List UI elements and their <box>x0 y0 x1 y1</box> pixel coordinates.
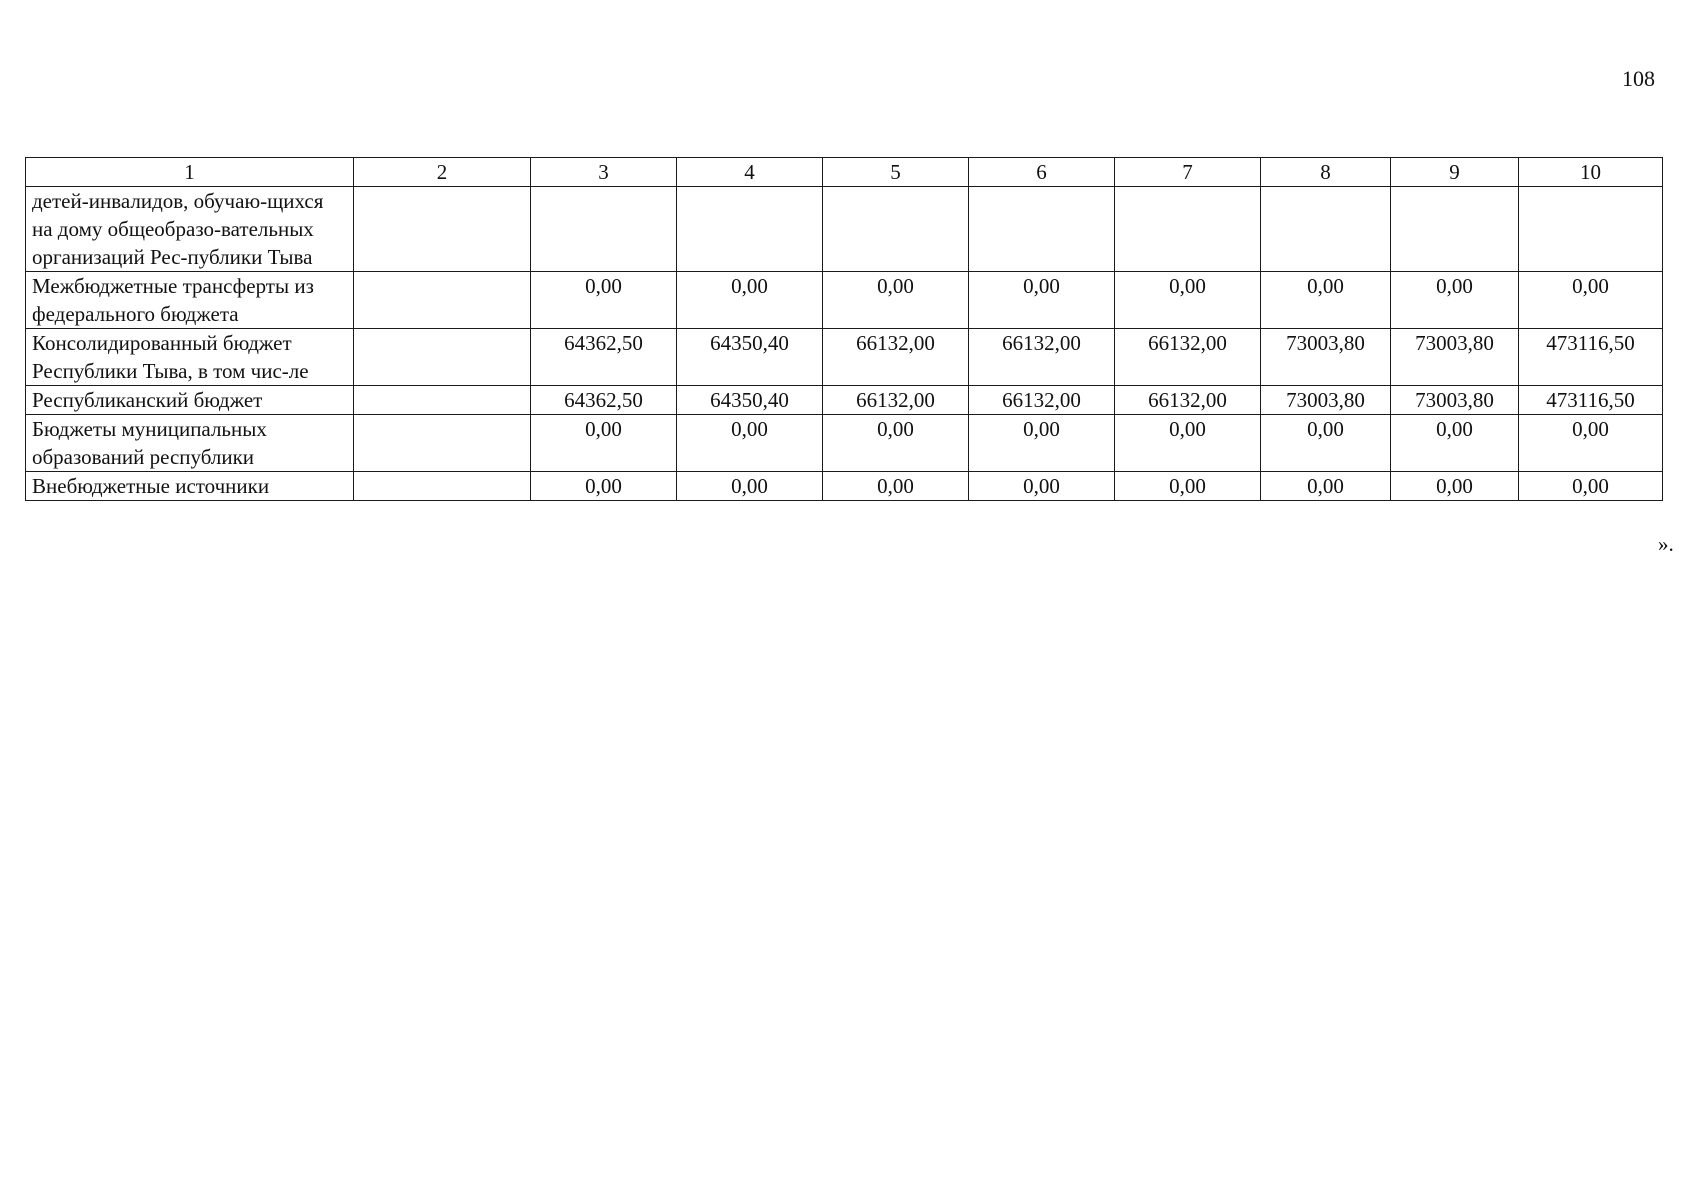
column-number-row <box>26 158 1663 187</box>
table-cell: 0,00 <box>1261 272 1391 329</box>
table-cell: 0,00 <box>1391 415 1519 472</box>
table-cell <box>354 272 531 329</box>
table-cell: 0,00 <box>677 272 823 329</box>
table-cell: 0,00 <box>969 472 1115 501</box>
table-cell: 66132,00 <box>969 386 1115 415</box>
table-cell <box>1391 187 1519 272</box>
table-cell: 0,00 <box>1391 472 1519 501</box>
table-cell: 73003,80 <box>1261 386 1391 415</box>
table-cell: 0,00 <box>823 472 969 501</box>
table-cell: 73003,80 <box>1261 329 1391 386</box>
table-cell <box>1115 187 1261 272</box>
table-cell: 66132,00 <box>1115 386 1261 415</box>
page-number: 108 <box>1622 66 1655 91</box>
table-cell: 64362,50 <box>531 386 677 415</box>
table-row <box>26 386 1663 415</box>
table-cell: 0,00 <box>823 415 969 472</box>
row-label: Внебюджетные источники <box>26 472 354 501</box>
table-cell: 0,00 <box>1115 272 1261 329</box>
table-cell: 64350,40 <box>677 386 823 415</box>
table-cell <box>354 187 531 272</box>
table-row <box>26 329 1663 386</box>
budget-table <box>25 157 1663 501</box>
column-number: 7 <box>1115 158 1261 187</box>
table-cell: 0,00 <box>1519 415 1663 472</box>
table-cell: 0,00 <box>531 272 677 329</box>
closing-quote-mark: ». <box>1658 532 1674 556</box>
table-cell: 0,00 <box>1519 272 1663 329</box>
row-label: Бюджеты муниципальных образований республики <box>26 415 354 472</box>
column-number: 3 <box>531 158 677 187</box>
column-number: 2 <box>354 158 531 187</box>
table-cell: 0,00 <box>969 272 1115 329</box>
table-cell: 0,00 <box>1115 472 1261 501</box>
table-cell: 0,00 <box>1261 472 1391 501</box>
table-cell <box>677 187 823 272</box>
table-cell: 0,00 <box>677 472 823 501</box>
row-label: Консолидированный бюджет Республики Тыва, в том чис-ле <box>26 329 354 386</box>
table-cell: 0,00 <box>1519 472 1663 501</box>
table-cell: 0,00 <box>1391 272 1519 329</box>
table-cell: 66132,00 <box>823 329 969 386</box>
table-row <box>26 472 1663 501</box>
table-cell <box>354 329 531 386</box>
row-label: Межбюджетные трансферты из федерального бюджета <box>26 272 354 329</box>
table-cell: 64350,40 <box>677 329 823 386</box>
table-cell: 473116,50 <box>1519 329 1663 386</box>
column-number: 4 <box>677 158 823 187</box>
column-number: 5 <box>823 158 969 187</box>
table-cell <box>1261 187 1391 272</box>
table-cell <box>354 415 531 472</box>
table-cell: 0,00 <box>823 272 969 329</box>
table-cell: 0,00 <box>1115 415 1261 472</box>
row-label: Республиканский бюджет <box>26 386 354 415</box>
table-row <box>26 187 1663 272</box>
table-cell: 473116,50 <box>1519 386 1663 415</box>
column-number: 8 <box>1261 158 1391 187</box>
column-number: 9 <box>1391 158 1519 187</box>
table-cell: 0,00 <box>969 415 1115 472</box>
table-cell: 66132,00 <box>1115 329 1261 386</box>
table-row <box>26 272 1663 329</box>
table-cell: 73003,80 <box>1391 329 1519 386</box>
table-cell: 0,00 <box>1261 415 1391 472</box>
table-cell: 0,00 <box>531 472 677 501</box>
table-cell <box>1519 187 1663 272</box>
table-cell <box>354 472 531 501</box>
table-cell <box>531 187 677 272</box>
column-number: 6 <box>969 158 1115 187</box>
table-cell: 73003,80 <box>1391 386 1519 415</box>
table-cell: 0,00 <box>531 415 677 472</box>
column-number: 1 <box>26 158 354 187</box>
table-cell: 0,00 <box>677 415 823 472</box>
table-row <box>26 415 1663 472</box>
table-cell: 64362,50 <box>531 329 677 386</box>
table-cell <box>354 386 531 415</box>
table-cell <box>823 187 969 272</box>
table-cell: 66132,00 <box>969 329 1115 386</box>
table-cell: 66132,00 <box>823 386 969 415</box>
column-number: 10 <box>1519 158 1663 187</box>
row-label: детей-инвалидов, обучаю-щихся на дому общеобразо-вательных организаций Рес-публики Тыва <box>26 187 354 272</box>
table-cell <box>969 187 1115 272</box>
